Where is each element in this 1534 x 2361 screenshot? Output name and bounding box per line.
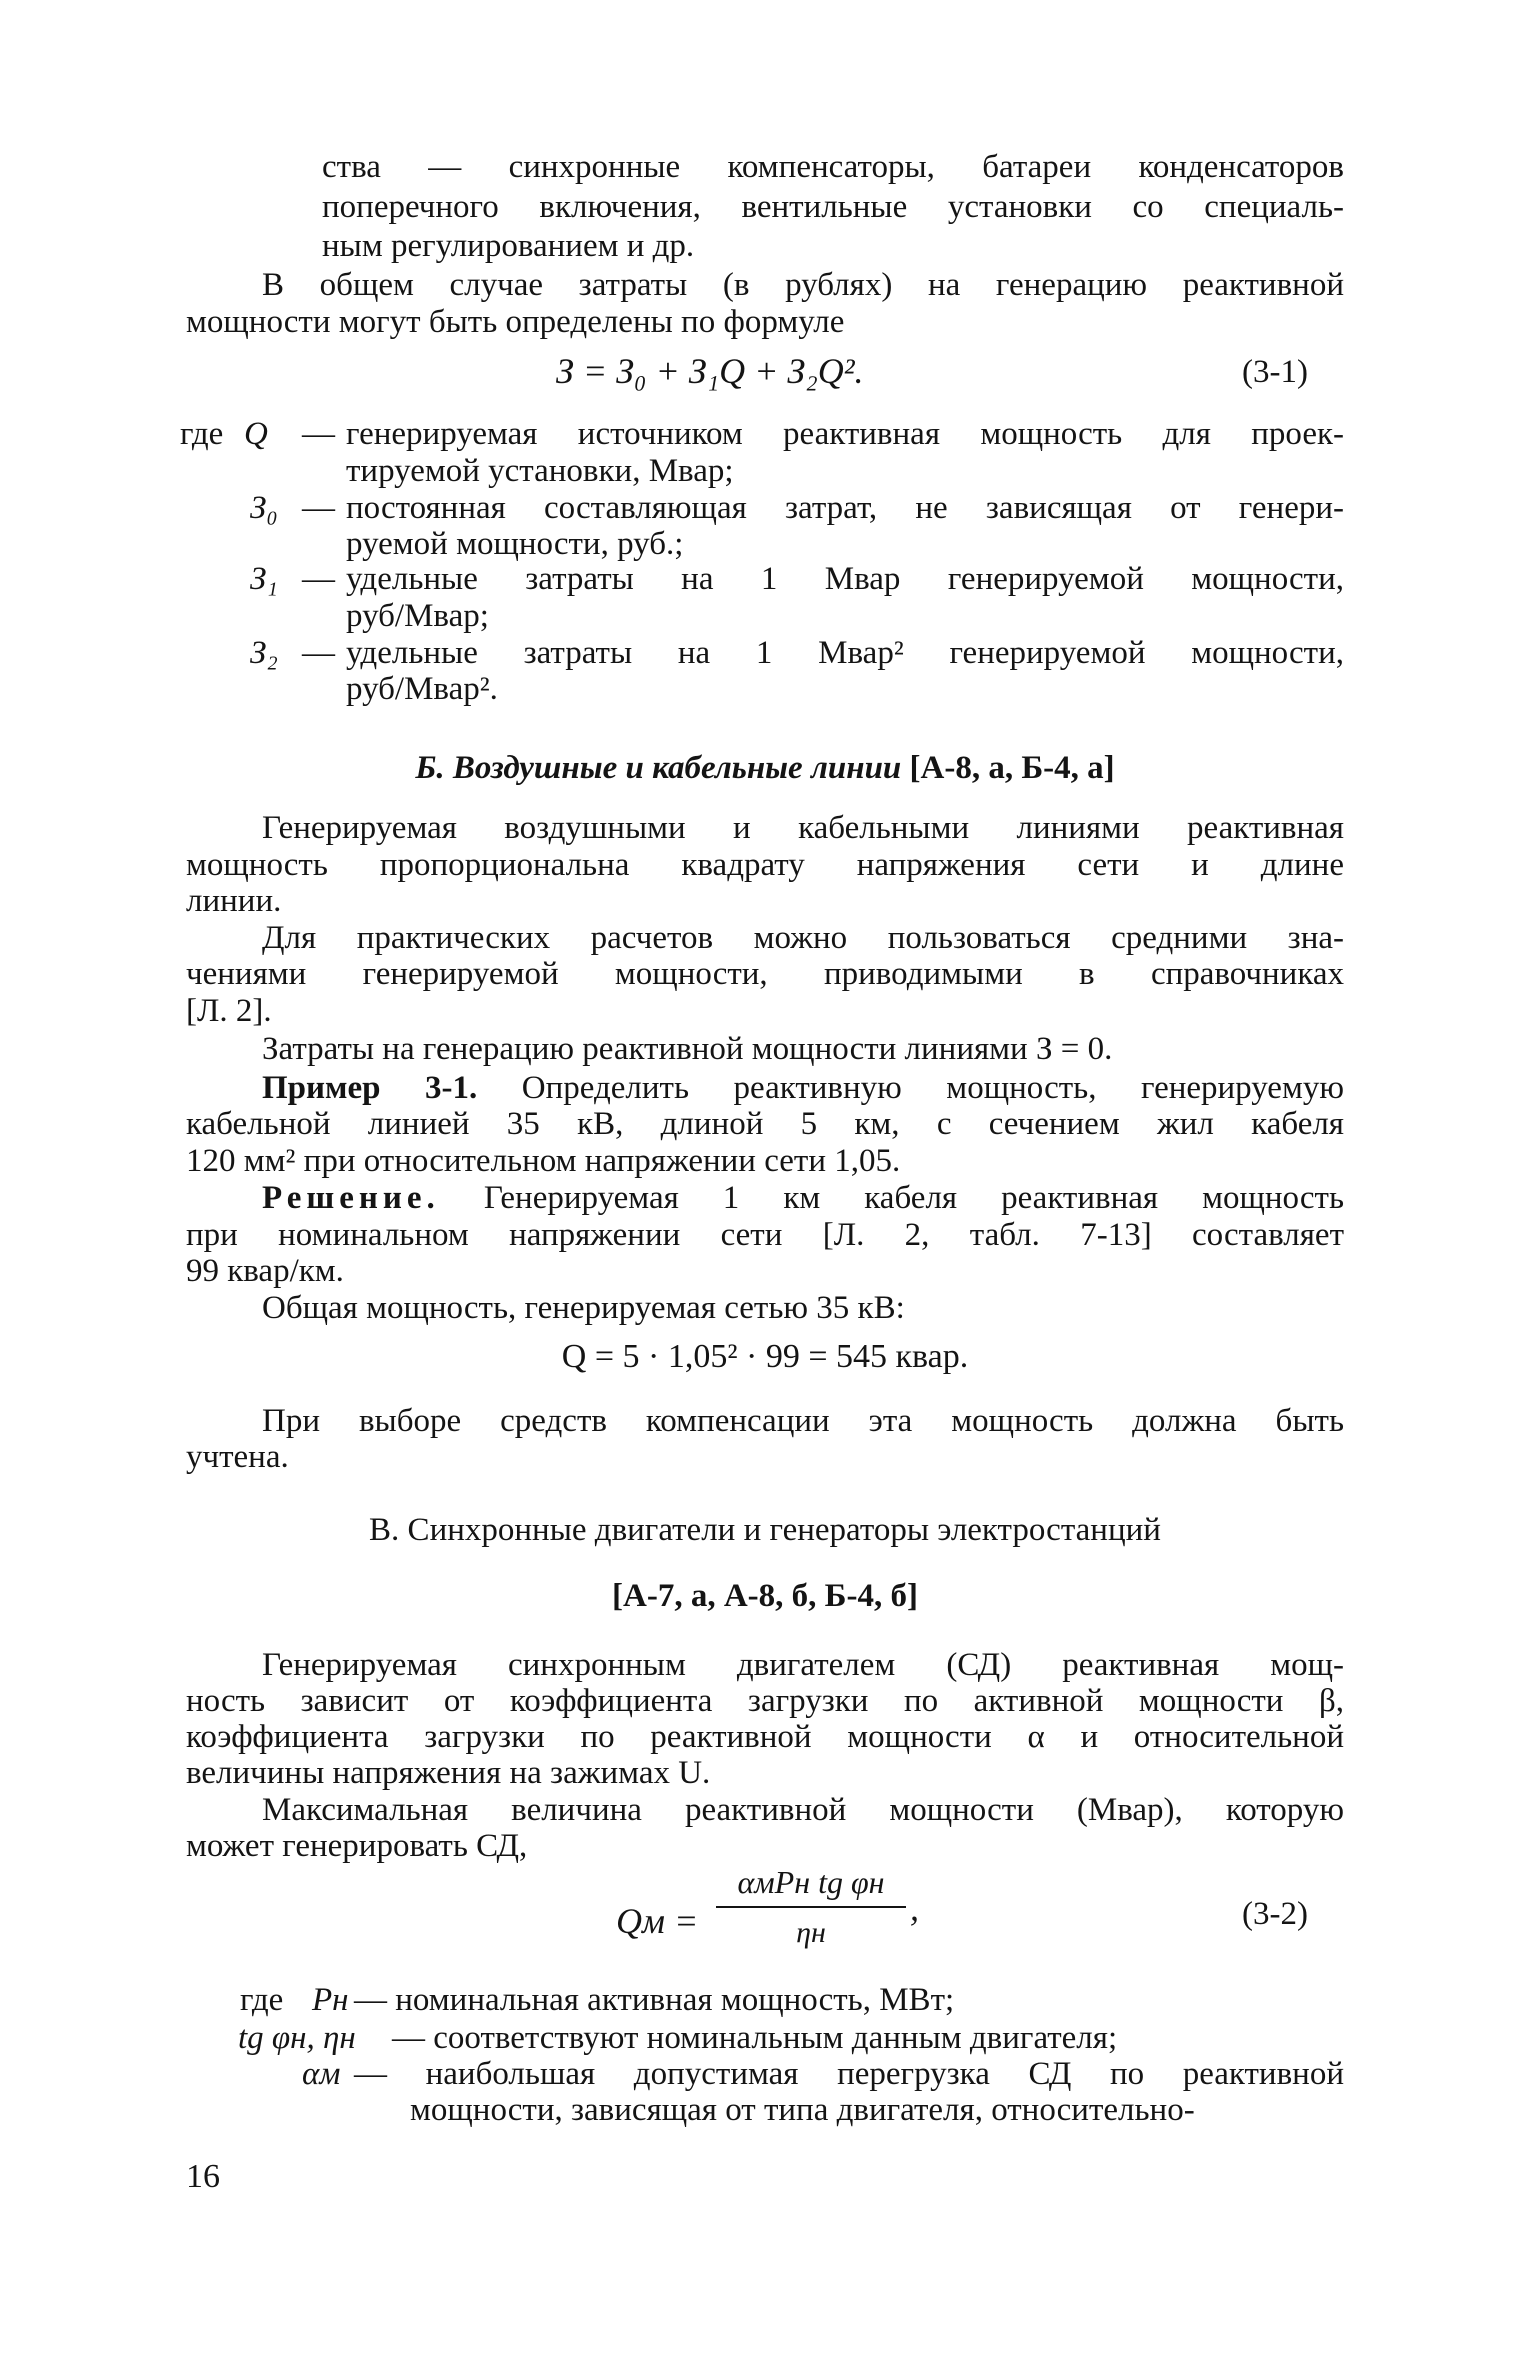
def-q-line-2: тируемой установки, Мвар; [346,453,734,489]
v-p1-line-1: Генерируемая синхронным двигателем (СД) реактивная мощ- [262,1647,1344,1683]
def-z1-dash: — [302,561,335,597]
defs-where: где [180,416,224,452]
b-p2-line-1: Для практических расчетов можно пользоваться средними зна- [262,920,1344,956]
formula-3-2-lhs: Qм = [616,1901,699,1941]
intro-line-3: ным регулированием и др. [322,228,695,264]
v-p1-line-4: величины напряжения на зажимах U. [186,1755,711,1791]
def-z2-line-2: руб/Мвар². [346,671,498,707]
def-z1-line-1: удельные затраты на 1 Мвар генерируемой мощности, [346,561,1344,597]
def-z0-symbol: З₀ [250,490,278,526]
b-p3: Затраты на генерацию реактивной мощности линиями З = 0. [262,1031,1113,1067]
example-line-1 [262,1072,1344,1105]
solution-label: Решение. [262,1180,440,1216]
example-text-1: Определить реактивную мощность, генерируемую [521,1070,1344,1106]
example-label: Пример 3-1. [262,1070,478,1106]
b-p2-line-2: чениями генерируемой мощности, приводимыми в справочниках [186,956,1344,992]
def-q-dash: — [302,416,335,452]
b-p1-line-2: мощность пропорциональна квадрату напряжения сети и длине [186,847,1344,883]
page-number: 16 [186,2158,220,2195]
def-q-symbol: Q [244,416,268,452]
def-z2-dash: — [302,635,335,671]
b-total: Общая мощность, генерируемая сетью 35 кВ: [262,1290,905,1326]
def-q-line-1: генерируемая источником реактивная мощность для проек- [346,416,1344,452]
section-b-title: Б. Воздушные и кабельные линии [415,750,902,786]
solution-text-1: Генерируемая 1 км кабеля реактивная мощность [483,1180,1344,1216]
p-general-2: мощности могут быть определены по формуле [186,304,845,340]
intro-line-2: поперечного включения, вентильные установки со специаль- [322,189,1344,225]
v-def-alpha-symbol: αм [302,2056,341,2092]
v-p1-line-3: коэффициента загрузки по реактивной мощности α и относительной [186,1719,1344,1755]
v-p2-line-2: может генерировать СД, [186,1828,528,1864]
v-p2-line-1: Максимальная величина реактивной мощности (Мвар), которую [262,1792,1344,1828]
b-p1-line-1: Генерируемая воздушными и кабельными линиями реактивная [262,810,1344,846]
section-b-ref: [А-8, а, Б-4, а] [909,750,1115,786]
formula-3-2-tail: , [910,1888,919,1928]
formula-3-2-label: (3-2) [1242,1896,1308,1932]
solution-line-1 [262,1182,1344,1215]
p-general-1: В общем случае затраты (в рублях) на генерацию реактивной [262,267,1344,303]
def-z0-dash: — [302,490,335,526]
intro-line-1: ства — синхронные компенсаторы, батареи конденсаторов [322,149,1344,185]
formula-3-1: З = З₀ + З₁Q + З₂Q². [556,351,864,391]
def-z1-symbol: З₁ [250,561,278,597]
v-def-p-line-1: — номинальная активная мощность, МВт; [354,1982,955,2018]
def-z2-line-1: удельные затраты на 1 Мвар² генерируемой мощности, [346,635,1344,671]
b-note-2: учтена. [186,1439,289,1475]
v-def-p-symbol: Pн [312,1982,349,2018]
v-def-tg-line-1: — соответствуют номинальным данным двигателя; [392,2020,1118,2056]
v-def-tg-symbol: tg φн, ηн [238,2020,356,2056]
v-defs-where: где [240,1982,284,2018]
formula-3-2-fraction-bar [716,1906,906,1908]
example-line-2: кабельной линией 35 кВ, длиной 5 км, с сечением жил кабеля [186,1106,1344,1142]
b-formula: Q = 5 · 1,05² · 99 = 545 квар. [561,1338,969,1375]
def-z1-line-2: руб/Мвар; [346,598,489,634]
solution-line-2: при номинальном напряжении сети [Л. 2, табл. 7-13] составляет [186,1217,1344,1253]
def-z2-symbol: З₂ [250,635,278,671]
def-z0-line-2: руемой мощности, руб.; [346,526,684,562]
section-v-title: В. Синхронные двигатели и генераторы электростанций [369,1512,1161,1548]
b-p2-line-3: [Л. 2]. [186,993,272,1029]
formula-3-2-numerator: αмPн tg φн [737,1864,885,1900]
b-p1-line-3: линии. [186,883,282,919]
b-note-1: При выборе средств компенсации эта мощность должна быть [262,1403,1344,1439]
solution-line-3: 99 квар/км. [186,1253,344,1289]
example-line-3: 120 мм² при относительном напряжении сети 1,05. [186,1143,901,1179]
section-b-heading [186,752,1344,785]
v-p1-line-2: ность зависит от коэффициента загрузки по активной мощности β, [186,1683,1344,1719]
formula-3-1-label: (3-1) [1242,354,1308,390]
section-v-ref: [А-7, а, А-8, б, Б-4, б] [612,1578,918,1614]
formula-3-2-denominator: ηн [796,1916,826,1949]
v-def-alpha-line-2: мощности, зависящая от типа двигателя, относительно- [410,2092,1195,2128]
def-z0-line-1: постоянная составляющая затрат, не зависящая от генери- [346,490,1344,526]
v-def-alpha-line-1: — наибольшая допустимая перегрузка СД по реактивной [354,2056,1344,2092]
